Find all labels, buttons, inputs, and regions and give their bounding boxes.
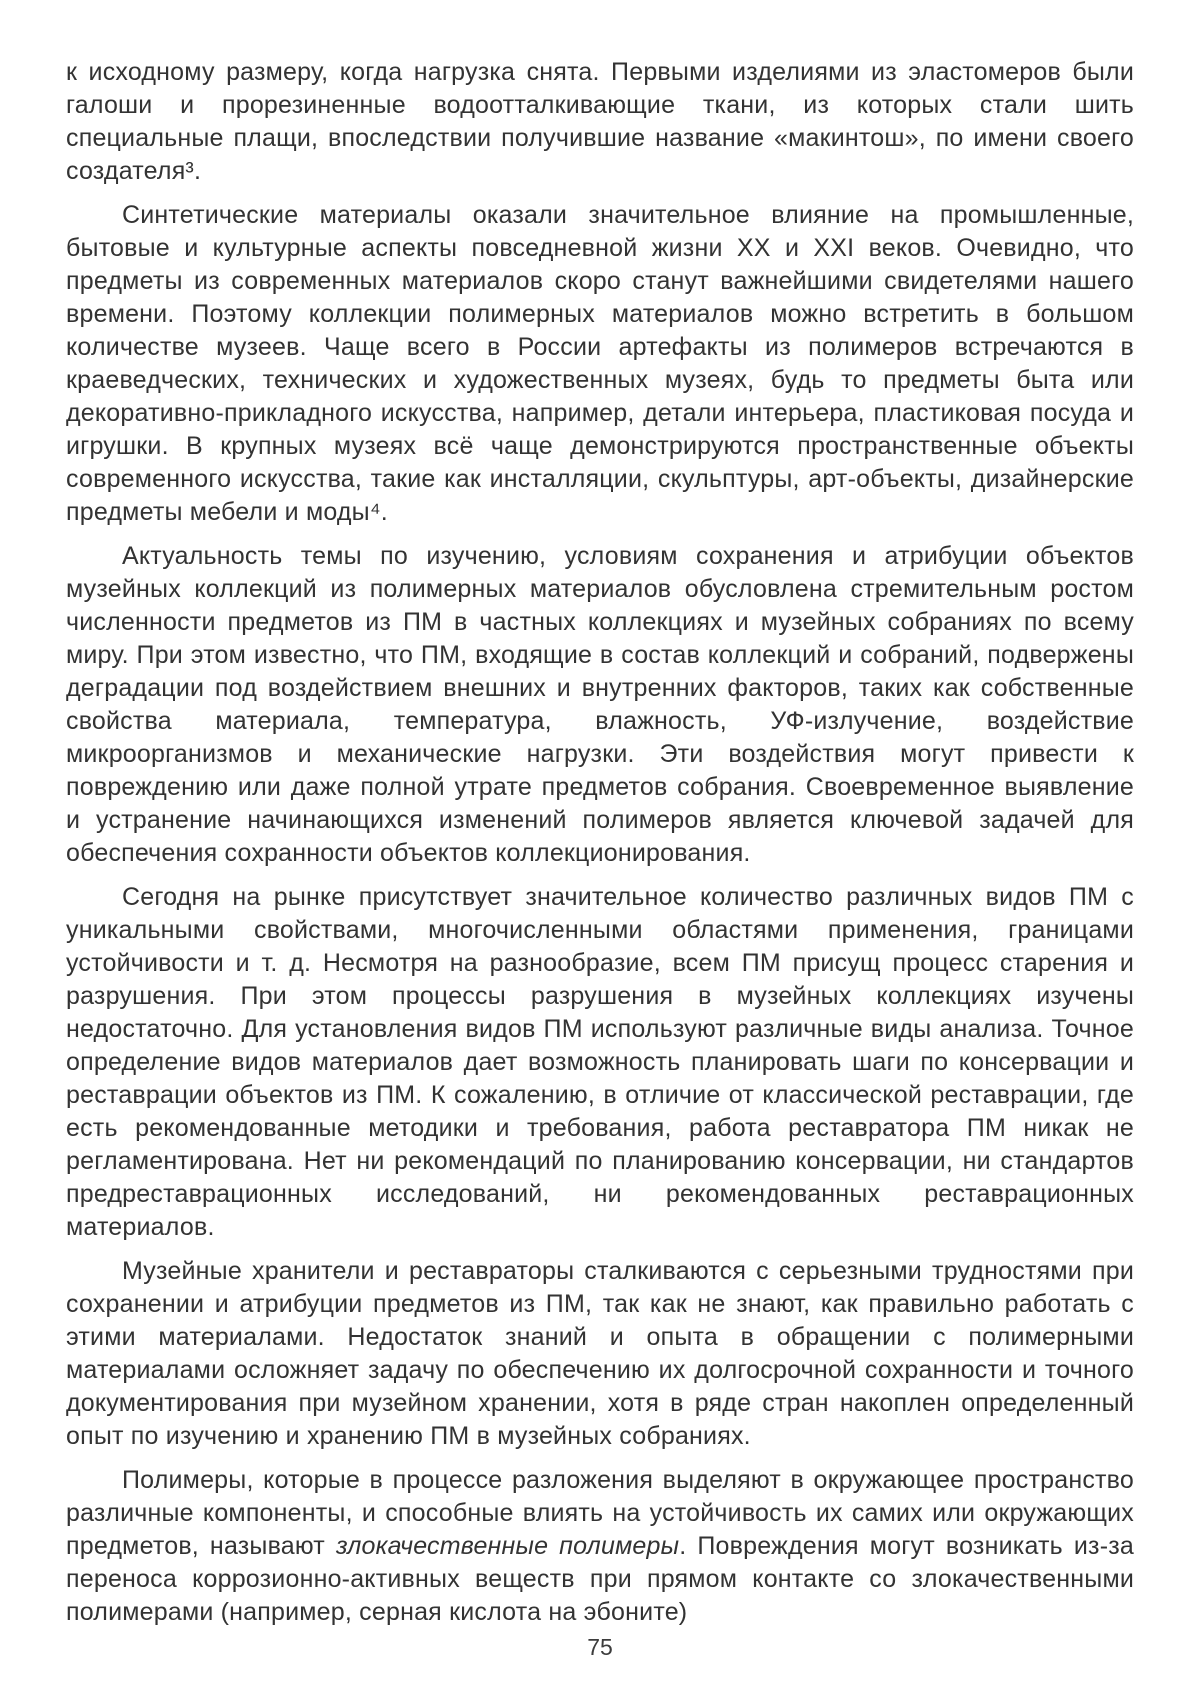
paragraph: к исходному размеру, когда нагрузка снята. Первыми изделиями из эластомеров были галоши и прорезиненные водоотталкивающие ткани, из которых стали шить специальные плащи, впоследствии получившие название «макинтош», по имени своего создателя³. (66, 58, 1134, 185)
page-text-block (66, 56, 1134, 1640)
paragraph-text: Полимеры, которые в процессе разложения выделяют в окружающее пространство различные компоненты, и способные влиять на устойчивость их самих или окружающих предметов, называют (66, 1466, 1134, 1560)
paragraph: Актуальность темы по изучению, условиям сохранения и атрибуции объектов музейных коллекций из полимерных материалов обусловлена стремительным ростом численности предметов из ПМ в частных коллекциях и музейных собраниях по всему миру. При этом известно, что ПМ, входящие в состав коллекций и собраний, подвержены деградации под воздействием внешних и внутренних факторов, таких как собственные свойства материала, температура, влажность, УФ-излучение, воздействие микроорганизмов и механические нагрузки. Эти воздействия могут привести к повреждению или даже полной утрате предметов собрания. Своевременное выявление и устранение начинающихся изменений полимеров является ключевой задачей для обеспечения сохранности объектов коллекционирования. (66, 542, 1134, 867)
page-footer (0, 1633, 1200, 1661)
paragraph: Музейные хранители и реставраторы сталкиваются с серьезными трудностями при сохранении и атрибуции предметов из ПМ, так как не знают, как правильно работать с этими материалами. Недостаток знаний и опыта в обращении с полимерными материалами осложняет задачу по обеспечению их долгосрочной сохранности и точного документирования при музейном хранении, хотя в ряде стран накоплен определенный опыт по изучению и хранению ПМ в музейных собраниях. (66, 1257, 1134, 1450)
paragraph-text: . Повреждения могут возникать из-за переноса коррозионно-активных веществ при прямом контакте со злокачественными полимерами (например, серная кислота на эбоните) (66, 1532, 1134, 1626)
italic-term: злокачественные полимеры (335, 1532, 680, 1560)
page-number: 75 (587, 1634, 613, 1660)
paragraph: Синтетические материалы оказали значительное влияние на промышленные, бытовые и культурные аспекты повседневной жизни XX и XXI веков. Очевидно, что предметы из современных материалов скоро станут важнейшими свидетелями нашего времени. Поэтому коллекции полимерных материалов можно встретить в большом количестве музеев. Чаще всего в России артефакты из полимеров встречаются в краеведческих, технических и художественных музеях, будь то предметы быта или декоративно-прикладного искусства, например, детали интерьера, пластиковая посуда и игрушки. В крупных музеях всё чаще демонстрируются пространственные объекты современного искусства, такие как инсталляции, скульптуры, арт-объекты, дизайнерские предметы мебели и моды⁴. (66, 201, 1134, 526)
paragraph (66, 1464, 1134, 1629)
paragraph: Сегодня на рынке присутствует значительное количество различных видов ПМ с уникальными свойствами, многочисленными областями применения, границами устойчивости и т. д. Несмотря на разнообразие, всем ПМ присущ процесс старения и разрушения. При этом процессы разрушения в музейных коллекциях изучены недостаточно. Для установления видов ПМ используют различные виды анализа. Точное определение видов материалов дает возможность планировать шаги по консервации и реставрации объектов из ПМ. К сожалению, в отличие от классической реставрации, где есть рекомендованные методики и требования, работа реставратора ПМ никак не регламентирована. Нет ни рекомендаций по планированию консервации, ни стандартов предреставрационных исследований, ни рекомендованных реставрационных материалов. (66, 883, 1134, 1241)
